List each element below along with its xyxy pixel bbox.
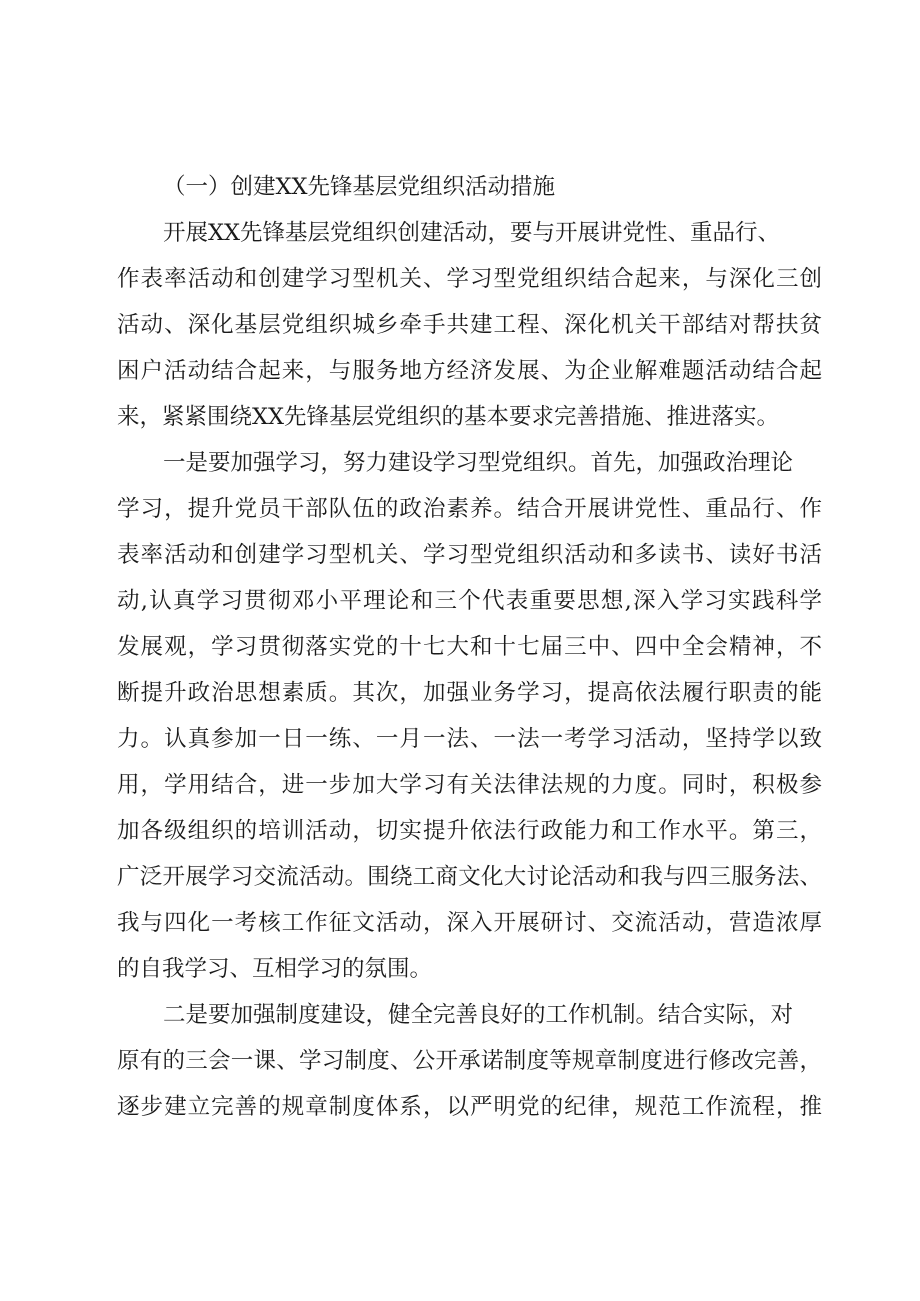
paragraph-3-line-2: 原有的三会一课、学习制度、公开承诺制度等规章制度进行修改完善，: [117, 1048, 822, 1074]
paragraph-2-line-5: 发展观，学习贯彻落实党的十七大和十七届三中、四中全会精神，不: [117, 634, 822, 660]
section-heading: （一）创建XX先锋基层党组织活动措施: [163, 174, 556, 200]
paragraph-2-line-8: 用，学用结合，进一步加大学习有关法律法规的力度。同时，积极参: [117, 772, 822, 798]
paragraph-3-line-1: 二是要加强制度建设，健全完善良好的工作机制。结合实际，对: [163, 1002, 794, 1028]
paragraph-1-line-2: 作表率活动和创建学习型机关、学习型党组织结合起来，与深化三创: [117, 266, 822, 292]
paragraph-2-line-9: 加各级组织的培训活动，切实提升依法行政能力和工作水平。第三，: [117, 818, 822, 844]
paragraph-2-line-6: 断提升政治思想素质。其次，加强业务学习，提高依法履行职责的能: [117, 680, 822, 706]
paragraph-3-line-3: 逐步建立完善的规章制度体系，以严明党的纪律，规范工作流程，推: [117, 1094, 822, 1120]
paragraph-2-line-11: 我与四化一考核工作征文活动，深入开展研讨、交流活动，营造浓厚: [117, 910, 822, 936]
paragraph-1-line-1: 开展XX先锋基层党组织创建活动，要与开展讲党性、重品行、: [163, 220, 781, 246]
paragraph-1-line-3: 活动、深化基层党组织城乡牵手共建工程、深化机关干部结对帮扶贫: [117, 312, 822, 338]
paragraph-1-line-4: 困户活动结合起来，与服务地方经济发展、为企业解难题活动结合起: [117, 358, 822, 384]
paragraph-2-line-1: 一是要加强学习，努力建设学习型党组织。首先，加强政治理论: [163, 450, 794, 476]
paragraph-2-line-10: 广泛开展学习交流活动。围绕工商文化大讨论活动和我与四三服务法、: [117, 864, 822, 890]
paragraph-2-line-7: 力。认真参加一日一练、一月一法、一法一考学习活动，坚持学以致: [117, 726, 822, 752]
paragraph-2-line-3: 表率活动和创建学习型机关、学习型党组织活动和多读书、读好书活: [117, 542, 822, 568]
paragraph-2-line-2: 学习，提升党员干部队伍的政治素养。结合开展讲党性、重品行、作: [117, 496, 822, 522]
paragraph-1-line-5: 来，紧紧围绕XX先锋基层党组织的基本要求完善措施、推进落实。: [117, 404, 780, 430]
paragraph-2-line-4: 动,认真学习贯彻邓小平理论和三个代表重要思想,深入学习实践科学: [117, 588, 822, 614]
paragraph-2-line-12: 的自我学习、互相学习的氛围。: [117, 956, 433, 982]
